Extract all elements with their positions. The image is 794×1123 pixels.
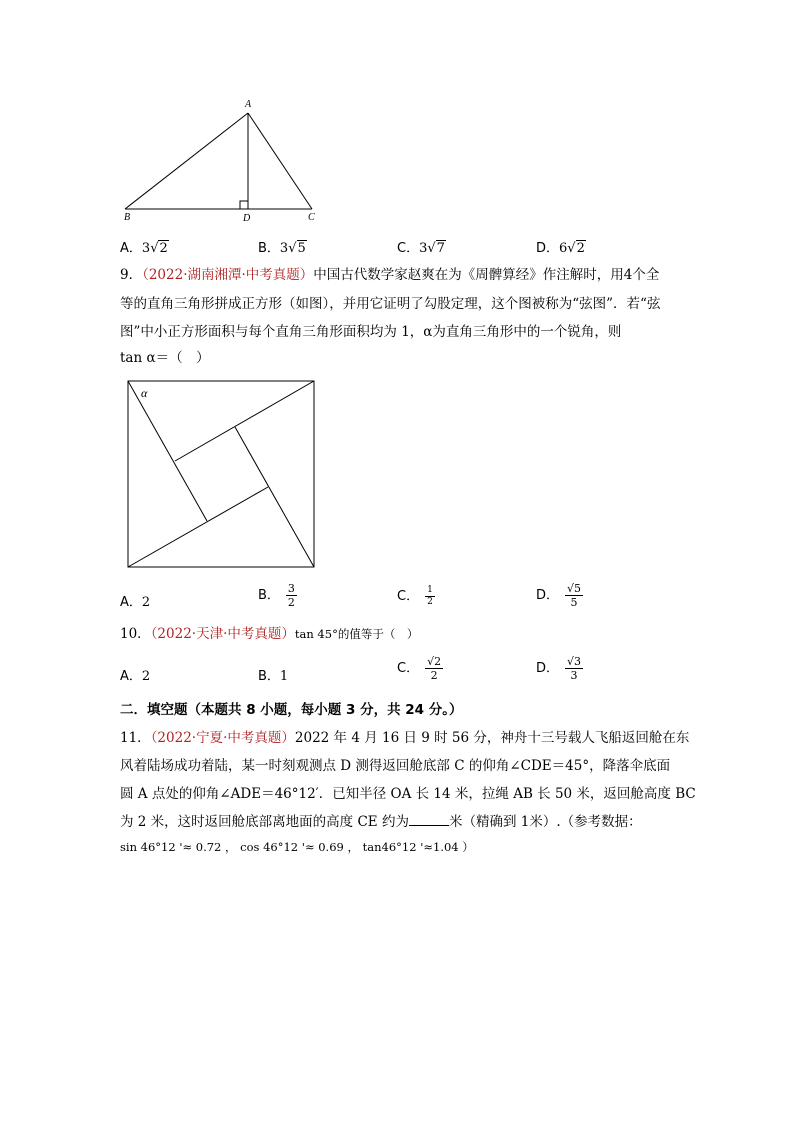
q10-option-d[interactable]: D． $\frac{√3}{3}$	[536, 655, 582, 682]
q11-source: （2022·宁夏·中考真题）	[150, 730, 295, 746]
label-a: A	[245, 99, 252, 110]
q9-option-b[interactable]: B． $\frac{3}{2}$	[258, 582, 295, 609]
section-2-title: 二．填空题（本题共 8 小题，每小题 3 分，共 24 分。）	[120, 702, 463, 718]
q11-line-1: 11．（2022·宁夏·中考真题）2022 年 4 月 16 日 9 时 56 分，神舟十三号载人飞船返回舱在东	[120, 730, 690, 746]
q11-line-3: 圆 A 点处的仰角∠ADE＝46°12′．已知半径 OA 长 14 米，拉绳 AB 长 50 米，返回舱高度 BC	[120, 786, 696, 802]
q9-number: 9．	[120, 267, 143, 283]
q9-option-d[interactable]: D． $\frac{√5}{5}$	[536, 582, 582, 609]
q11-number: 11．	[120, 730, 151, 746]
segment-ab	[125, 113, 248, 209]
label-c: C	[308, 212, 315, 223]
label-b: B	[124, 212, 131, 223]
xian-figure	[125, 378, 320, 570]
triangle-figure	[115, 95, 330, 225]
diagram-line-1	[128, 381, 207, 521]
answer-blank[interactable]	[409, 811, 449, 826]
outer-square	[128, 381, 314, 567]
q9-line-3: 图”中小正方形面积与每个直角三角形面积均为 1，α为直角三角形中的一个锐角，则	[120, 324, 622, 340]
q8-option-a[interactable]: A．3√2	[120, 241, 168, 256]
q9-option-c[interactable]: C． $\frac{1}{2}$	[397, 585, 433, 607]
q8-option-b[interactable]: B．3√5	[258, 241, 306, 256]
q11-line-4: 为 2 米，这时返回舱底部离地面的高度 CE 约为 米（精确到 1米）.（参考数据：	[120, 811, 642, 832]
q10-number: 10．	[120, 626, 151, 642]
q9-line-2: 等的直角三角形拼成正方形（如图），并用它证明了勾股定理，这个图被称为“弦图”．若“弦	[120, 296, 661, 312]
q10-option-b[interactable]: B．1	[258, 669, 289, 684]
diagram-line-3	[235, 427, 314, 567]
q11-line-5: sin 46°12 '≈ 0.72 ， cos 46°12 '≈ 0.69 ， tan46°12 '≈1.04 ）	[120, 840, 474, 854]
right-angle-mark	[240, 201, 248, 209]
q9-option-a[interactable]: A．2	[120, 595, 151, 610]
q10-option-a[interactable]: A．2	[120, 669, 151, 684]
diagram-line-2	[128, 487, 268, 567]
q8-option-c[interactable]: C．3√7	[397, 241, 445, 256]
q10-line: 10．（2022·天津·中考真题）tan 45°的值等于（ ）	[120, 626, 419, 642]
q9-source: （2022·湖南湘潭·中考真题）	[142, 267, 314, 283]
q10-source: （2022·天津·中考真题）	[150, 626, 295, 642]
q9-line-4: tan α＝（ ）	[120, 350, 210, 366]
label-d: D	[243, 213, 251, 224]
diagram-line-4	[175, 381, 314, 461]
q9-line-1: 9．（2022·湖南湘潭·中考真题）中国古代数学家赵爽在为《周髀算经》作注解时，用4个全	[120, 267, 660, 283]
segment-ac	[248, 113, 312, 209]
q10-option-c[interactable]: C． $\frac{√2}{2}$	[397, 655, 442, 682]
q11-line-2: 风着陆场成功着陆，某一时刻观测点 D 测得返回舱底部 C 的仰角∠CDE＝45°，降落伞底面	[120, 758, 671, 774]
alpha-label: α	[141, 386, 148, 400]
q8-option-d[interactable]: D．6√2	[536, 241, 585, 256]
